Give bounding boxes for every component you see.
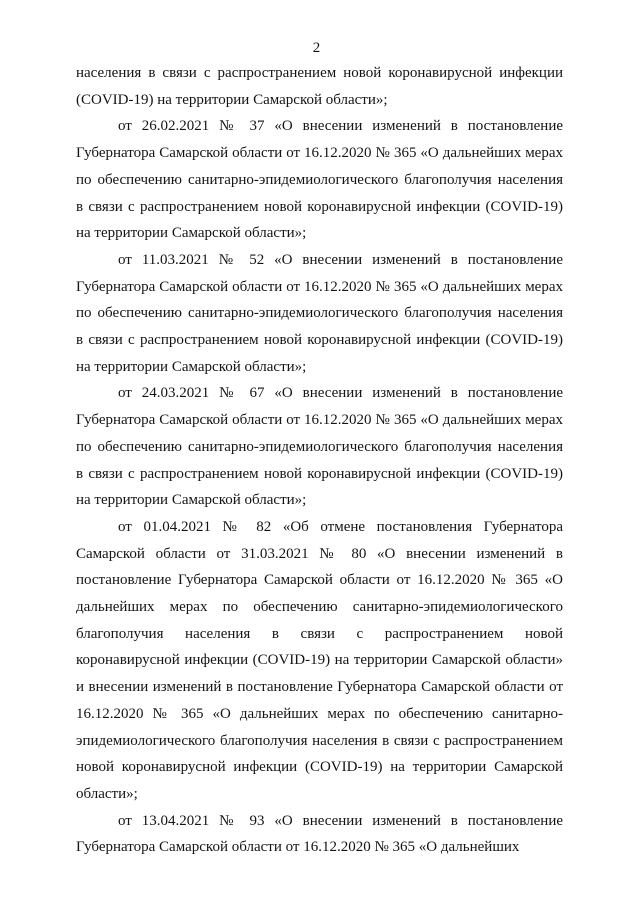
paragraph-decree-82: от 01.04.2021 № 82 «Об отмене постановления Губернатора Самарской области от 31.03.2021 № 80 «О внесении изменений в постановление Губернатора Самарской области от 16.12.2020 № 365 «О дальнейших мерах по обеспечению санитарно-эпидемиологического благополучия населения в связи с распространением новой коронавирусной инфекции (COVID-19) на территории Самарской области» и внесении изменений в постановление Губернатора Самарской области от 16.12.2020 № 365 «О дальнейших мерах по обеспечению санитарно-эпидемиологического благополучия населения в связи с распространением новой коронавирусной инфекции (COVID-19) на территории Самарской области»; bbox=[76, 518, 563, 802]
paragraph-decree-52: от 11.03.2021 № 52 «О внесении изменений в постановление Губернатора Самарской области от 16.12.2020 № 365 «О дальнейших мерах по обеспечению санитарно-эпидемиологического благополучия населения в связи с распространением новой коронавирусной инфекции (COVID-19) на территории Самарской области»; bbox=[76, 251, 563, 375]
paragraph-continuation: населения в связи с распространением новой коронавирусной инфекции (COVID-19) на территории Самарской области»; bbox=[76, 65, 563, 108]
document-body bbox=[76, 60, 563, 861]
page-number: 2 bbox=[312, 40, 321, 56]
paragraph-decree-93: от 13.04.2021 № 93 «О внесении изменений в постановление Губернатора Самарской области от 16.12.2020 № 365 «О дальнейших bbox=[76, 812, 563, 856]
paragraph-decree-37: от 26.02.2021 № 37 «О внесении изменений в постановление Губернатора Самарской области от 16.12.2020 № 365 «О дальнейших мерах по обеспечению санитарно-эпидемиологического благополучия населения в связи с распространением новой коронавирусной инфекции (COVID-19) на территории Самарской области»; bbox=[76, 118, 563, 242]
paragraph-decree-67: от 24.03.2021 № 67 «О внесении изменений в постановление Губернатора Самарской области от 16.12.2020 № 365 «О дальнейших мерах по обеспечению санитарно-эпидемиологического благополучия населения в связи с распространением новой коронавирусной инфекции (COVID-19) на территории Самарской области»; bbox=[76, 385, 563, 509]
